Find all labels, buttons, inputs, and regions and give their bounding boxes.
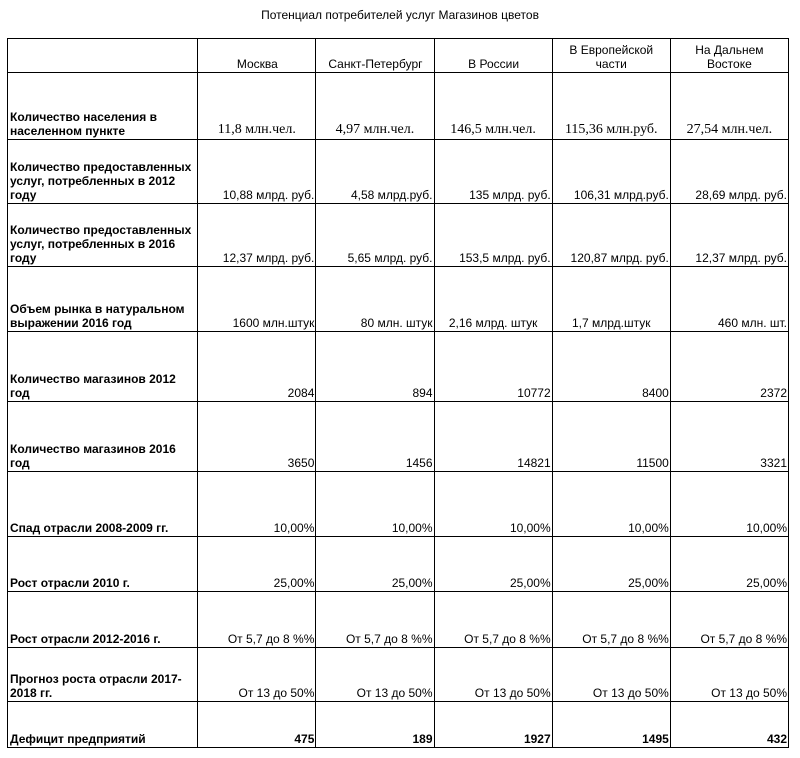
table-row: [8, 204, 789, 267]
table-row: [8, 267, 789, 332]
table-cell: 432: [670, 702, 788, 748]
table-cell: 27,54 млн.чел.: [670, 73, 788, 140]
table-cell: От 13 до 50%: [552, 648, 670, 702]
table-cell: 28,69 млрд. руб.: [670, 140, 788, 204]
table-cell: 10,00%: [552, 472, 670, 537]
header-row: [8, 39, 789, 73]
table-cell: 460 млн. шт.: [670, 267, 788, 332]
table-cell: 25,00%: [198, 537, 316, 592]
table-cell: 1927: [434, 702, 552, 748]
row-label: Объем рынка в натуральном выражении 2016 год: [8, 267, 198, 332]
table-cell: 5,65 млрд. руб.: [316, 204, 434, 267]
table-cell: 153,5 млрд. руб.: [434, 204, 552, 267]
row-label: Спад отрасли 2008-2009 гг.: [8, 472, 198, 537]
row-label: Количество населения в населенном пункте: [8, 73, 198, 140]
row-label: Рост отрасли 2010 г.: [8, 537, 198, 592]
row-label: Количество магазинов 2012 год: [8, 332, 198, 402]
table-cell: 894: [316, 332, 434, 402]
row-label: Прогноз роста отрасли 2017-2018 гг.: [8, 648, 198, 702]
table-cell: 2,16 млрд. штук: [434, 267, 552, 332]
table-cell: От 5,7 до 8 %%: [316, 592, 434, 648]
table-row: [8, 648, 789, 702]
table-cell: 135 млрд. руб.: [434, 140, 552, 204]
table-cell: 11,8 млн.чел.: [198, 73, 316, 140]
table-cell: 10,88 млрд. руб.: [198, 140, 316, 204]
table-cell: 25,00%: [670, 537, 788, 592]
table-cell: 189: [316, 702, 434, 748]
table-cell: 4,58 млрд.руб.: [316, 140, 434, 204]
table-cell: 25,00%: [552, 537, 670, 592]
header-corner-cell: [8, 39, 198, 73]
table-cell: 115,36 млн.руб.: [552, 73, 670, 140]
table-cell: 10772: [434, 332, 552, 402]
table-cell: 25,00%: [434, 537, 552, 592]
table-cell: 4,97 млн.чел.: [316, 73, 434, 140]
page-title: Потенциал потребителей услуг Магазинов цветов: [261, 8, 539, 22]
table-row: [8, 537, 789, 592]
table-cell: 10,00%: [434, 472, 552, 537]
table-cell: От 5,7 до 8 %%: [670, 592, 788, 648]
table-cell: 10,00%: [316, 472, 434, 537]
table-row: [8, 592, 789, 648]
table-cell: 120,87 млрд. руб.: [552, 204, 670, 267]
table-cell: От 13 до 50%: [434, 648, 552, 702]
table-cell: 475: [198, 702, 316, 748]
table-cell: 25,00%: [316, 537, 434, 592]
table-cell: 8400: [552, 332, 670, 402]
column-header-saint-petersburg: Санкт-Петербург: [316, 39, 434, 73]
column-header-european-part: В Европейской части: [552, 39, 670, 73]
column-header-russia: В России: [434, 39, 552, 73]
table-cell: 12,37 млрд. руб.: [670, 204, 788, 267]
table-cell: 1456: [316, 402, 434, 472]
table-cell: 106,31 млрд.руб.: [552, 140, 670, 204]
row-label: Рост отрасли 2012-2016 г.: [8, 592, 198, 648]
row-label: Количество магазинов 2016 год: [8, 402, 198, 472]
table-cell: 3650: [198, 402, 316, 472]
table-row: [8, 140, 789, 204]
column-header-moscow: Москва: [198, 39, 316, 73]
row-label: Дефицит предприятий: [8, 702, 198, 748]
table-cell: 10,00%: [198, 472, 316, 537]
table-cell: От 5,7 до 8 %%: [198, 592, 316, 648]
table-cell: 80 млн. штук: [316, 267, 434, 332]
table-cell: 1495: [552, 702, 670, 748]
table-cell: От 5,7 до 8 %%: [434, 592, 552, 648]
table-cell: 146,5 млн.чел.: [434, 73, 552, 140]
table-row: [8, 402, 789, 472]
table-row: [8, 332, 789, 402]
table-cell: 2084: [198, 332, 316, 402]
table-cell: 14821: [434, 402, 552, 472]
consumer-potential-table: [7, 38, 789, 748]
table-cell: От 13 до 50%: [670, 648, 788, 702]
table-cell: От 5,7 до 8 %%: [552, 592, 670, 648]
table-row: [8, 472, 789, 537]
row-label: Количество предоставленных услуг, потребленных в 2012 году: [8, 140, 198, 204]
table-cell: От 13 до 50%: [198, 648, 316, 702]
column-header-far-east: На Дальнем Востоке: [670, 39, 788, 73]
table-cell: 3321: [670, 402, 788, 472]
table-row: [8, 73, 789, 140]
table-cell: От 13 до 50%: [316, 648, 434, 702]
table-cell: 11500: [552, 402, 670, 472]
table-cell: 1,7 млрд.штук: [552, 267, 670, 332]
table-cell: 10,00%: [670, 472, 788, 537]
table-row: [8, 702, 789, 748]
table-cell: 2372: [670, 332, 788, 402]
table-cell: 1600 млн.штук: [198, 267, 316, 332]
table-cell: 12,37 млрд. руб.: [198, 204, 316, 267]
row-label: Количество предоставленных услуг, потребленных в 2016 году: [8, 204, 198, 267]
